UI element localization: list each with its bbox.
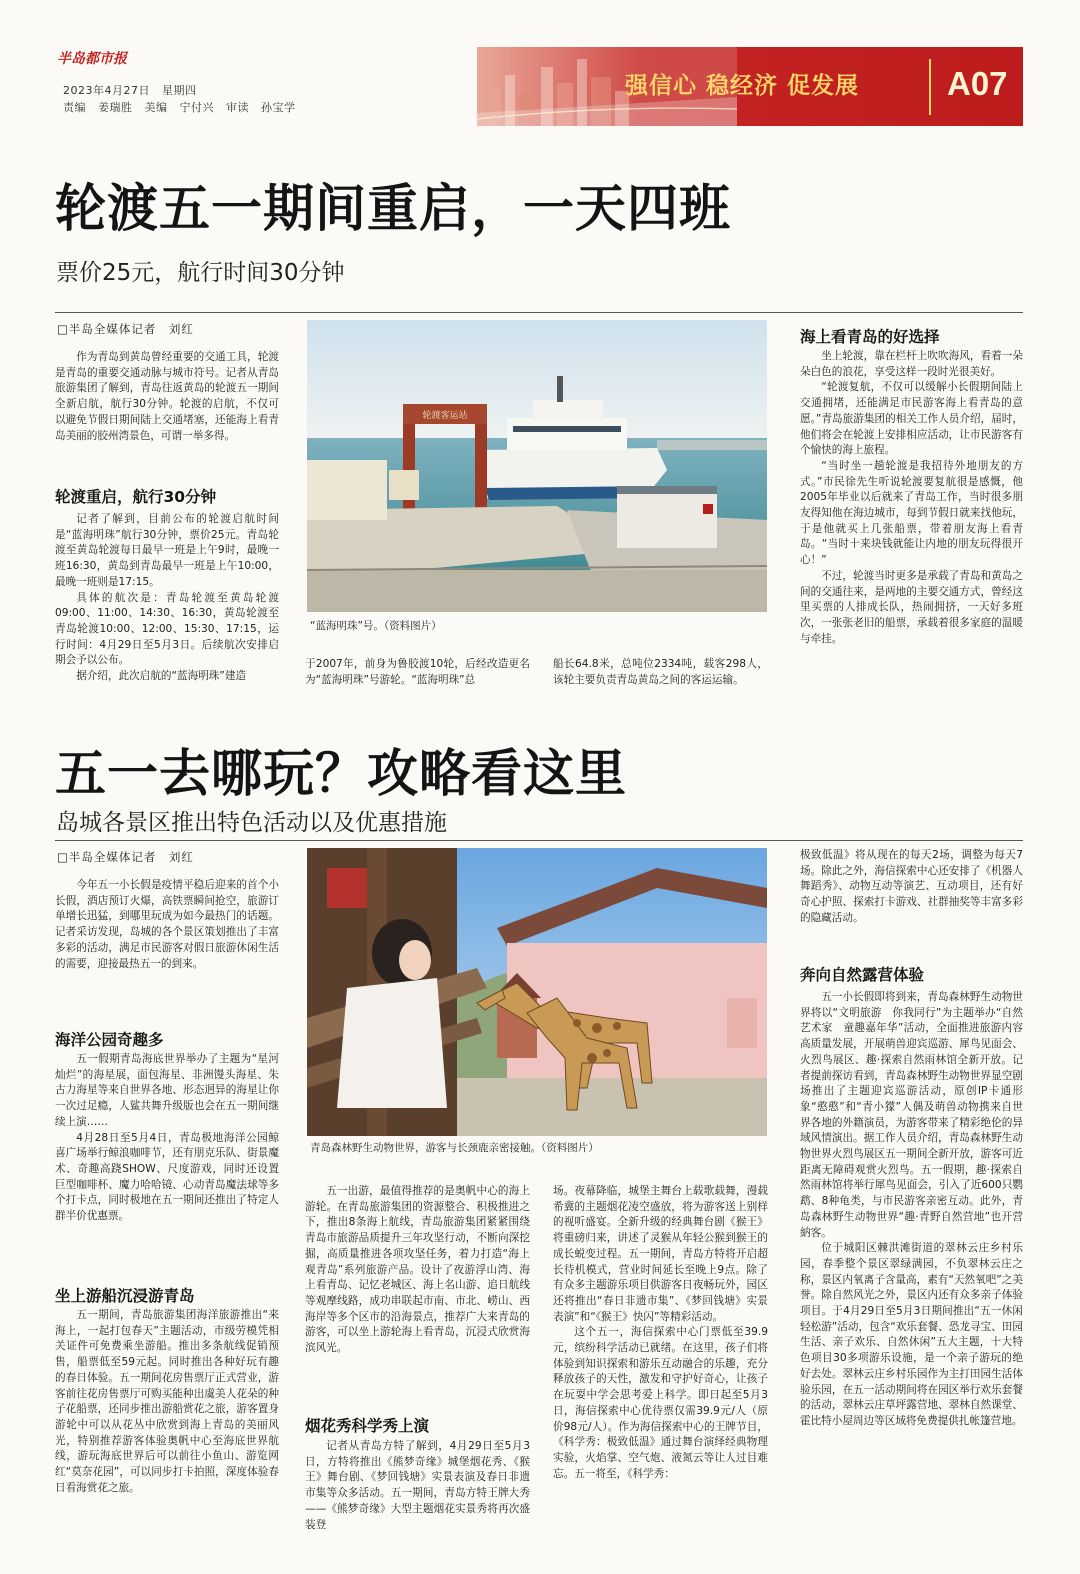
paragraph: 据介绍，此次启航的“蓝海明珠”建造 bbox=[76, 670, 247, 683]
story1-intro bbox=[55, 350, 279, 462]
editor-name: 姜瑞胜 bbox=[98, 101, 133, 114]
page-number: A07 bbox=[947, 65, 1008, 102]
weekday: 星期四 bbox=[162, 84, 197, 97]
paragraph: 这个五一，海信探索中心门票低至39.9元，缤纷科学活动已就绪。在这里，孩子们将体验到知识探索和游乐互动融合的乐趣，充分释放孩子的天性，激发和守护好奇心，让孩子在玩耍中学会思考爱上科学。即日起至5月3日，海信探索中心优待票仅需39.9元/人（原价98元/人）。作为海信探索中心的王牌节目，《科学秀：极致低温》通过舞台演绎经典物理实验，火焰掌、空气炮、液氮云等让人过目难忘。五一将至，《科学秀： bbox=[553, 1326, 768, 1480]
paragraph: 位于城阳区棘洪滩街道的翠林云庄乡村乐园，春季整个景区翠绿满园，不负翠林云庄之称，景区内氧离子含量高，素有“天然氧吧”之美誉。除自然风光之外，景区内还有众多亲子体验项目。于4月29日至5月3日期间推出“五一休闲轻松游”活动，包含“欢乐套餐、恐龙寻宝、田园生活、亲子欢乐、自然休闲”五大主题，十大特色项目30多项游乐设施，是一个亲子游玩的绝好去处。翠林云庄乡村乐园作为主打田园生活体验乐园，在五一活动期间将在园区举行欢乐套餐的活动，翠林云庄草坪露营地、翠林自然课堂、霍比特小屋周边等区域将免费提供扎帐篷营地。 bbox=[800, 1242, 1023, 1427]
paragraph: 4月28日至5月4日，青岛极地海洋公园鲸喜广场举行鲸浪咖啡节，还有朋克乐队、街景魔术、奇趣高跷SHOW、尺度游戏，同时还设置巨型咖啡杯、魔力哈哈镜、心动青岛魔法球等多个打卡点，同时极地在五一期间还推出了特定人群半价优惠票。 bbox=[55, 1131, 279, 1223]
story2-section-camp-body bbox=[800, 990, 1023, 1567]
section-banner bbox=[477, 47, 1023, 126]
story2-mid-col2 bbox=[553, 1184, 768, 1567]
story2-mid-col1 bbox=[305, 1184, 530, 1414]
story1-section1-title: 轮渡重启，航行30分钟 bbox=[55, 488, 217, 506]
paragraph: 极致低温》将从现在的每天2场，调整为每天7场。除此之外，海信探索中心还安排了《机器人舞蹈秀》、动物互动等演艺、互动项目，还有好奇心护照、探索打卡游戏、社群抽奖等丰富多彩的隐藏活动。 bbox=[800, 849, 1023, 924]
review-label: 审读 bbox=[226, 101, 249, 114]
giraffe-photo bbox=[307, 848, 767, 1136]
story1-section2-body bbox=[800, 349, 1023, 689]
story2-section-camp-title: 奔向自然露营体验 bbox=[800, 966, 925, 984]
story2-section-show-body bbox=[305, 1439, 530, 1567]
story1-subhead: 票价25元，航行时间30分钟 bbox=[56, 260, 345, 286]
story2-section-cruise-title: 坐上游船沉浸游青岛 bbox=[55, 1287, 195, 1305]
designer-name: 宁付兴 bbox=[179, 101, 214, 114]
paragraph: “轮渡复航，不仅可以缓解小长假期间陆上交通拥堵，还能满足市民游客海上看青岛的意愿。”青岛旅游集团的相关工作人员介绍，届时，他们将会在轮渡上安排相应活动，让市民游客有个愉快的海上旅程。 bbox=[800, 381, 1023, 457]
story2-section-cruise-body bbox=[55, 1308, 279, 1566]
paragraph: 今年五一小长假是疫情平稳后迎来的首个小长假，酒店预订火爆，高铁票瞬间抢空，旅游订单增长迅猛，到哪里玩成为如今最热门的话题。记者采访发现，岛城的各个景区策划推出了丰富多彩的活动，满足市民游客对假日旅游休闲生活的需要，迎接最热五一的到来。 bbox=[55, 879, 279, 970]
ferry-photo-illustration bbox=[307, 320, 767, 612]
date: 2023年4月27日 bbox=[63, 84, 150, 97]
story2-intro bbox=[55, 878, 279, 1008]
story2-far-col-top bbox=[800, 848, 1023, 944]
story2-byline: □半岛全媒体记者 刘红 bbox=[57, 850, 194, 864]
newspaper-logo: 半岛都市报 bbox=[57, 51, 127, 67]
story2-rule bbox=[55, 840, 1023, 841]
paragraph: 不过，轮渡当时更多是承载了青岛和黄岛之间的交通往来，是两地的主要交通方式，曾经这里买票的人排成长队，热闹拥挤，一天好多班次，一张张老旧的船票，承载着很多家庭的温暖与牵挂。 bbox=[800, 569, 1023, 645]
story1-mid-col2 bbox=[553, 657, 768, 691]
reviewer-name: 孙宝学 bbox=[261, 101, 296, 114]
ferry-photo bbox=[307, 320, 767, 612]
story1-headline: 轮渡五一期间重启，一天四班 bbox=[55, 180, 732, 239]
paragraph: 于2007年，前身为鲁胶渡10轮，后经改造更名为“蓝海明珠”号游轮。“蓝海明珠”总 bbox=[305, 658, 530, 686]
story2-headline: 五一去哪玩？攻略看这里 bbox=[55, 745, 628, 804]
paragraph: 具体的航次是：青岛轮渡至黄岛轮渡09:00、11:00、14:30、16:30，黄岛轮渡至青岛轮渡10:00、12:00、15:30、17:15，运行时间：4月29日至5月3日。后续航次安排启期会予以公布。 bbox=[55, 591, 279, 667]
story1-section1-body bbox=[55, 512, 279, 688]
banner-divider bbox=[929, 59, 931, 115]
staff-credits bbox=[63, 99, 304, 115]
paragraph: 记者从青岛方特了解到，4月29日至5月3日，方特将推出《熊梦奇缘》城堡烟花秀、《猴王》舞台剧、《梦回钱塘》实景表演及春日非遗市集等众多活动。五一期间，青岛方特王牌大秀——《熊梦奇缘》大型主题烟花实景秀将再次盛装登 bbox=[305, 1440, 530, 1531]
story1-rule bbox=[55, 312, 1023, 313]
paragraph: 场。夜幕降临，城堡主舞台上载歌载舞，漫载希冀的主题烟花凌空盛放，将为游客送上别样的视听盛宴。全新升级的经典舞台剧《猴王》将重磅归来，讲述了灵猴从年轻公猴到猴王的成长蜕变过程。五一期间，青岛方特将开启超长待机模式，营业时间延长至晚上9点。除了有众多主题游乐项目供游客日夜畅玩外，园区还将推出“春日非遗市集”、《梦回钱塘》实景表演”和“《猴王》快闪”等精彩活动。 bbox=[553, 1185, 768, 1323]
story1-byline: □半岛全媒体记者 刘红 bbox=[57, 322, 194, 336]
story2-subhead: 岛城各景区推出特色活动以及优惠措施 bbox=[56, 810, 447, 836]
story1-section2-title: 海上看青岛的好选择 bbox=[800, 328, 940, 346]
story1-mid-col1 bbox=[305, 657, 530, 691]
design-label: 美编 bbox=[144, 101, 168, 114]
ferry-photo-caption: “蓝海明珠”号。（资料图片） bbox=[310, 620, 442, 632]
issue-date bbox=[63, 82, 205, 98]
banner-slogan: 强信心 稳经济 促发展 bbox=[625, 73, 860, 99]
paragraph: 五一出游，最值得推荐的是奥帆中心的海上游轮。在青岛旅游集团的资源整合、积极推进之下，推出8条海上航线，青岛旅游集团紧紧围绕青岛市旅游品质提升三年攻坚行动，不断向深挖掘，高质量推进各项攻坚任务，着力打造“海上观青岛”系列旅游产品。设计了夜游浮山湾、海上看青岛、记忆老城区、海上名山游、追日航线等观摩线路，成功串联起市南、市北、崂山、西海岸等多个区市的沿海景点，推荐广大来青岛的游客，可以坐上游轮海上看青岛，沉浸式欣赏海滨风光。 bbox=[305, 1185, 530, 1355]
story2-section-ocean-title: 海洋公园奇趣多 bbox=[55, 1031, 164, 1049]
paragraph: 五一小长假即将到来，青岛森林野生动物世界将以“文明旅游 你我同行”为主题举办“自然艺术家 童趣嘉年华”活动，全面推进旅游内容高质量发展，开展萌兽迎宾巡游、犀鸟见面会、火烈鸟展区、趣·探索自然雨林馆全新开放。记者提前探访看到，青岛森林野生动物世界显空剧场推出了主题迎宾巡游活动，原创IP卡通形象“憨憨”和“青小獴”人偶及萌兽动物携来自世界各地的外籍演员，为游客带来了精彩绝伦的异域风情演出。据工作人员介绍，青岛森林野生动物世界火烈鸟展区五一期间全新开放，游客可近距离无障碍观赏火烈鸟。五一假期，趣·探索自然雨林馆将举行犀鸟见面会，引入了近600只鹦鹉、8种龟类，与市民游客亲密互动。此外，青岛森林野生动物世界“趣·青野自然营地”也开营納客。 bbox=[800, 991, 1023, 1239]
paragraph: 五一假期青岛海底世界举办了主题为“星河灿烂”的海星展，面包海星、非洲馒头海星、朱古力海星等来自世界各地、形态迥异的海星让你一次过足瘾，人鲨共舞升级版也会在五一期间继续上演…… bbox=[55, 1053, 279, 1128]
paragraph: 船长64.8米，总吨位2334吨，载客298人，该轮主要负责青岛黄岛之间的客运运输。 bbox=[553, 658, 768, 686]
editor-label: 责编 bbox=[63, 101, 86, 114]
paragraph: “当时坐一趟轮渡是我招待外地朋友的方式。”市民徐先生听说轮渡要复航很是感慨，他2005年毕业以后就来了青岛工作，当时很多朋友得知他在海边城市，每到节假日就来找他玩，于是他就买上几张船票，带着朋友海上看青岛。“当时十来块钱就能让内地的朋友玩得很开心！” bbox=[800, 459, 1023, 567]
ferry-sign: 轮渡客运站 bbox=[422, 411, 468, 421]
paragraph: 作为青岛到黄岛曾经重要的交通工具，轮渡是青岛的重要交通动脉与城市符号。记者从青岛旅游集团了解到，青岛往返黄岛的轮渡五一期间全新启航，航行30分钟。轮渡的启航，不仅可以避免节假日期间陆上交通堵塞，还能海上看青岛美丽的胶州湾景色，可谓一举多得。 bbox=[55, 351, 279, 442]
story2-section-ocean-body bbox=[55, 1052, 279, 1264]
paragraph: 坐上轮渡，靠在栏杆上吹吹海风，看着一朵朵白色的浪花，享受这样一段时光很美好。 bbox=[800, 350, 1023, 378]
paragraph: 记者了解到，目前公布的轮渡启航时间是“蓝海明珠”航行30分钟，票价25元。青岛轮渡至黄岛轮渡每日最早一班是上午9时，最晚一班16:30，黄岛到青岛最早一班是上午10:00，最晚一班则是17:15。 bbox=[55, 513, 279, 588]
paragraph: 五一期间，青岛旅游集团海洋旅游推出“来海上，一起打包春天”主题活动，市级劳模凭相关证件可免费乘坐游船。推出多条航线促销预售，船票低至59元起。同时推出各种好玩有趣的春日体验。五一期间花房售票厅正式营业，游客前往花房售票厅可购买能种出虞美人花朵的种子花船票，还同步推出游船赏花之旅，游客置身游轮中可以从花丛中欣赏到海上青岛的美丽风光，特别推荐游客体验奥帆中心至海底世界航线，游玩海底世界后可以前往小鱼山、游览网红“莫奈花园”，可以同步打卡拍照，深度体验春日看海赏花之旅。 bbox=[55, 1309, 279, 1494]
giraffe-photo-illustration bbox=[307, 848, 767, 1136]
story2-section-show-title: 烟花秀科学秀上演 bbox=[305, 1417, 430, 1435]
giraffe-photo-caption: 青岛森林野生动物世界，游客与长颈鹿亲密接触。（资料图片） bbox=[310, 1142, 599, 1154]
